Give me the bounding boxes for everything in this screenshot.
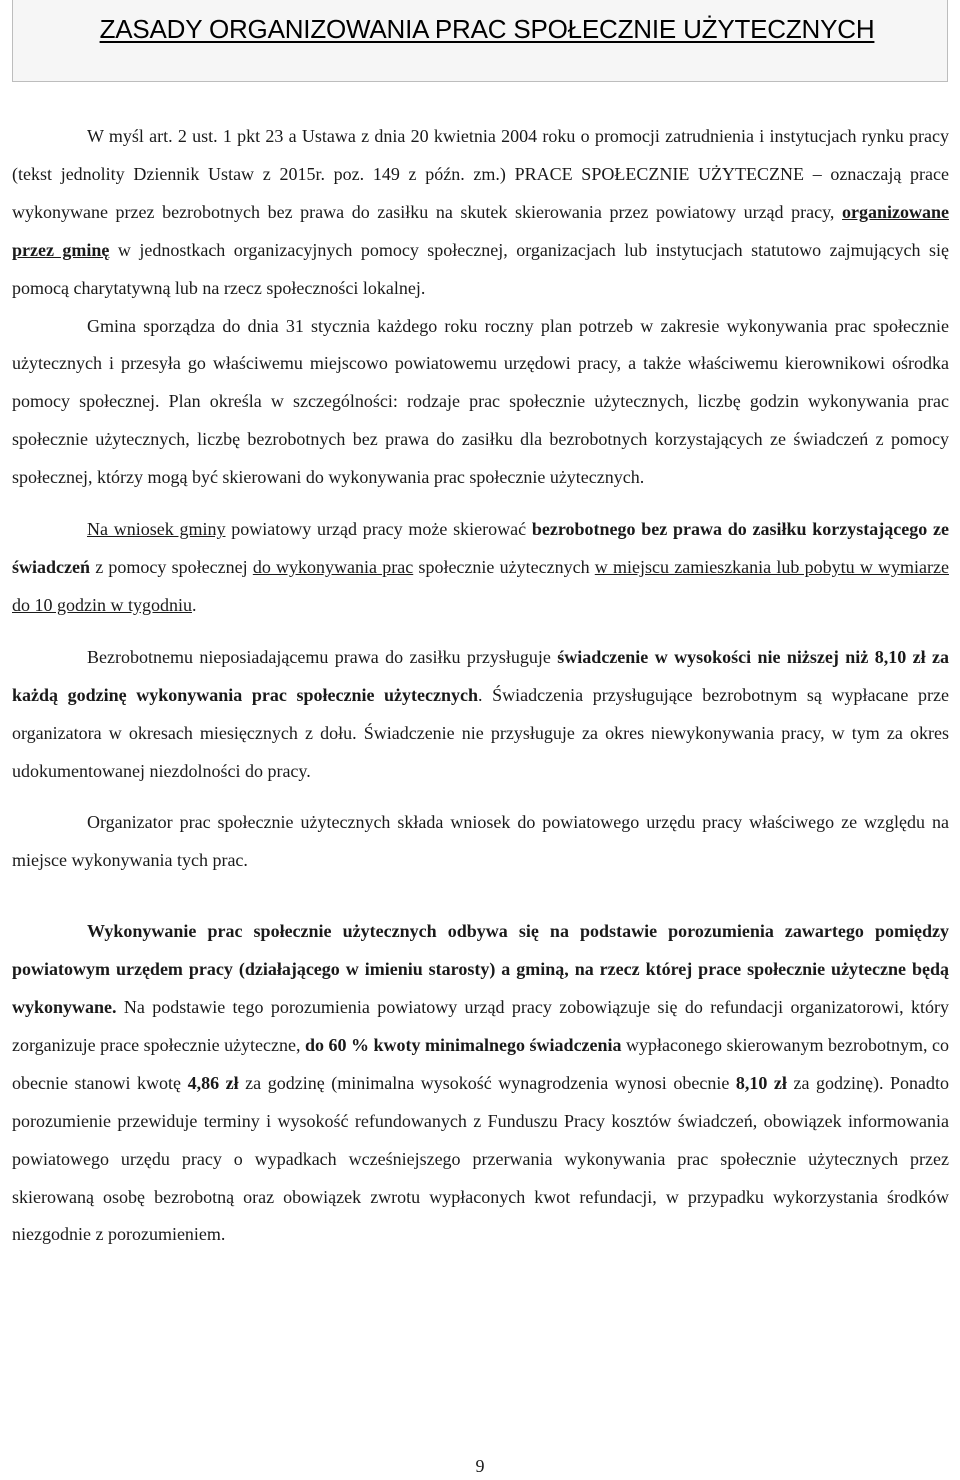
- text-segment: w jednostkach organizacyjnych pomocy społecznej, organizacjach lub instytucjach statutowo zajmujących się pomocą charytatywną lub na rzecz społeczności lokalnej.: [12, 239, 949, 298]
- text-segment: Na podstawie tego porozumienia powiatowy urząd pracy zobowiązuje się do refundacji organizatorowi, który zorganizuje prace społecznie użyteczne,: [12, 997, 949, 1055]
- text-segment: Wykonywanie prac społecznie użytecznych odbywa się na podstawie porozumienia zawartego pomiędzy powiatowym urzędem pracy (działającego w imieniu starosty) a gminą, na rzecz której prace społecznie użyteczne będą wykonywane.: [12, 921, 949, 1018]
- paragraph: [12, 639, 949, 791]
- text-segment: do wykonywania prac: [252, 556, 414, 577]
- text-segment: za godzinę). Ponadto porozumienie przewiduje terminy i wysokość refundowanych z Funduszu Pracy kosztów świadczeń, obowiązek informowania powiatowego urzędu pracy o wypadkach wcześniejszego przerwania wykonywania prac społecznie użytecznych przez skierowaną osobę bezrobotną oraz obowiązek zwrotu wypłaconych kwot refundacji, w przypadku wykorzystania środków niezgodnie z porozumieniem.: [12, 1072, 950, 1245]
- text-segment: z pomocy społecznej: [90, 556, 253, 577]
- text-segment: 4,86 zł: [187, 1072, 239, 1093]
- text-segment: społecznie użytecznych: [413, 556, 595, 577]
- text-segment: świadczenie w wysokości nie niższej niż 8,10 zł za każdą godzinę wykonywania prac społecznie użytecznych: [12, 646, 949, 705]
- text-segment: Bezrobotnemu nieposiadającemu prawa do zasiłku przysługuje: [87, 646, 558, 667]
- text-segment: za godzinę (minimalna wysokość wynagrodzenia wynosi obecnie: [238, 1072, 736, 1093]
- text-segment: – oznaczają prace wykonywane przez bezrobotnych bez prawa do zasiłku na skutek skierowania przez powiatowy urząd pracy,: [12, 163, 949, 222]
- paragraph: [12, 913, 949, 1254]
- text-segment: organizowane przez gminę: [12, 201, 949, 260]
- text-segment: .: [192, 594, 197, 615]
- paragraph: [12, 118, 949, 308]
- paragraph: [12, 511, 949, 625]
- text-segment: powiatowy urząd pracy może skierować: [225, 519, 532, 540]
- text-segment: 8,10 zł: [735, 1072, 787, 1093]
- paragraph: [12, 308, 949, 498]
- text-segment: W myśl art. 2 ust. 1 pkt 23 a Ustawa z dnia 20 kwietnia 2004 roku o promocji zatrudnienia i instytucjach rynku pracy (tekst jednolity Dziennik Ustaw z 2015r. poz. 149 z późn. zm.): [12, 126, 949, 184]
- text-segment: Na wniosek gminy: [87, 519, 226, 540]
- text-segment: PRACE SPOŁECZNIE UŻYTECZNE: [514, 163, 804, 184]
- page-title: ZASADY ORGANIZOWANIA PRAC SPOŁECZNIE UŻYTECZNYCH: [99, 14, 875, 44]
- text-segment: w miejscu zamieszkania lub pobytu w wymiarze do 10 godzin w tygodniu: [12, 556, 949, 615]
- text-segment: Organizator prac społecznie użytecznych składa wniosek do powiatowego urzędu pracy właściwego ze względu na miejsce wykonywania tych prac.: [12, 812, 949, 871]
- text-segment: wypłaconego skierowanym bezrobotnym, co obecnie stanowi kwotę: [12, 1034, 949, 1093]
- text-segment: Gmina sporządza do dnia 31 stycznia każdego roku roczny plan potrzeb w zakresie wykonywania prac społecznie użytecznych i przesyła go właściwemu miejscowo powiatowemu urzędowi pracy, a także właściwemu kierownikowi ośrodka pomocy społecznej. Plan określa w szczególności: rodzaje prac społecznie użytecznych, liczbę godzin wykonywania prac społecznie użytecznych, liczbę bezrobotnych bez prawa do zasiłku dla bezrobotnych korzystających ze świadczeń z pomocy społecznej, którzy mogą być skierowani do wykonywania prac społecznie użytecznych.: [12, 315, 949, 488]
- paragraph: [12, 804, 949, 880]
- text-segment: do 60 % kwoty minimalnego świadczenia: [305, 1034, 622, 1055]
- text-segment: . Świadczenia przysługujące bezrobotnym są wypłacane prze organizatora w okresach miesięcznych z dołu. Świadczenie nie przysługuje za okres niewykonywania pracy, w tym za okres udokumentowanej niezdolności do pracy.: [12, 684, 949, 781]
- page-number: 9: [475, 1456, 485, 1476]
- text-segment: bezrobotnego bez prawa do zasiłku korzystającego ze świadczeń: [12, 519, 949, 577]
- title-box: [12, 0, 948, 82]
- document-body: [12, 118, 949, 1254]
